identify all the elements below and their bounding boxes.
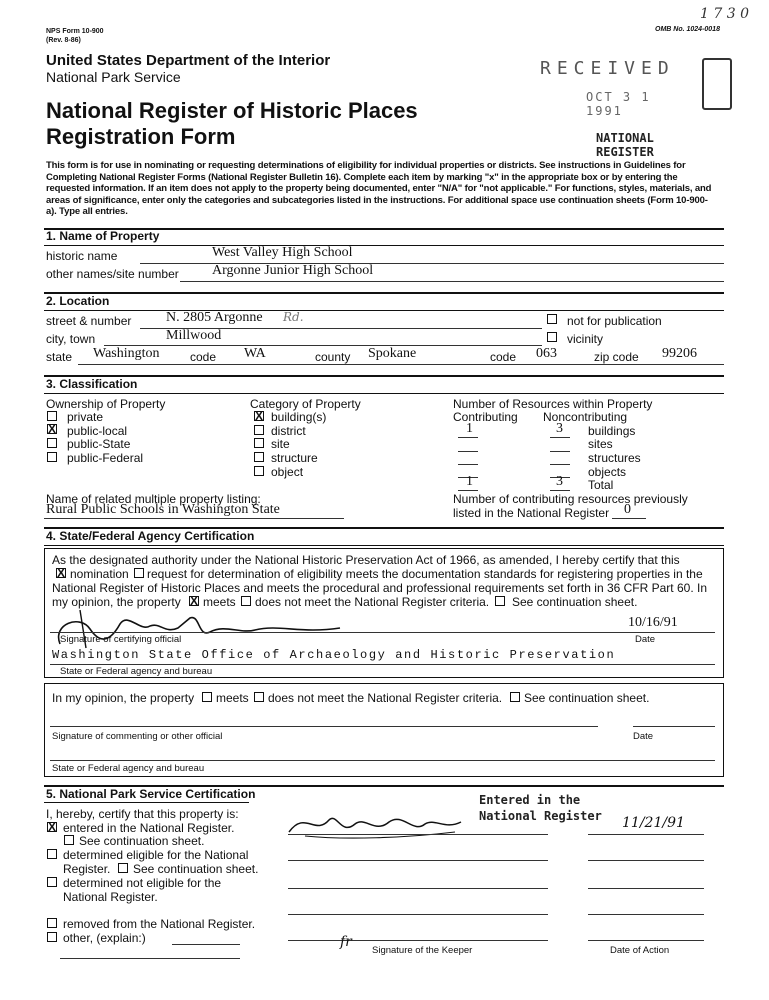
ownership-public-state-checkbox[interactable] bbox=[47, 438, 57, 448]
determined-not-eligible-label: determined not eligible for the bbox=[63, 876, 222, 890]
noncontributing-total[interactable]: 3 bbox=[556, 474, 563, 489]
category-object-label: object bbox=[271, 465, 304, 479]
certifying-agency-value[interactable]: Washington State Office of Archaeology and Historic Preservation bbox=[52, 648, 616, 662]
other-label: other, (explain:) bbox=[63, 931, 146, 945]
resource-row-buildings: buildings bbox=[588, 424, 636, 438]
certification-opinion-label: my opinion, the property bbox=[52, 595, 181, 609]
city-value[interactable]: Millwood bbox=[166, 328, 222, 343]
resource-row-objects: objects bbox=[588, 465, 627, 479]
other-names-value[interactable]: Argonne Junior High School bbox=[212, 263, 374, 278]
ownership-heading: Ownership of Property bbox=[46, 397, 166, 411]
entered-register-checkbox[interactable] bbox=[47, 822, 57, 832]
vicinity-label: vicinity bbox=[567, 332, 604, 346]
category-object-checkbox[interactable] bbox=[254, 466, 264, 476]
certification-date-value[interactable]: 10/16/91 bbox=[628, 615, 678, 630]
previously-listed-label-2: listed in the National Register bbox=[453, 506, 610, 520]
determined-eligible-label: determined eligible for the National bbox=[63, 848, 249, 862]
other-checkbox[interactable] bbox=[47, 932, 57, 942]
commenting-does-not-meet-label: does not meet the National Register criteria. bbox=[268, 691, 503, 705]
entered-register-label: entered in the National Register. bbox=[63, 821, 235, 835]
form-revision: (Rev. 8-86) bbox=[46, 37, 81, 44]
county-code-value[interactable]: 063 bbox=[536, 346, 557, 361]
contributing-heading: Contributing bbox=[453, 410, 518, 424]
category-district-label: district bbox=[271, 424, 306, 438]
request-determination-checkbox[interactable] bbox=[134, 568, 144, 578]
street-value[interactable]: N. 2805 Argonne bbox=[166, 310, 263, 325]
category-site-label: site bbox=[271, 437, 290, 451]
removed-register-checkbox[interactable] bbox=[47, 918, 57, 928]
not-for-publication-checkbox[interactable] bbox=[547, 314, 557, 324]
keeper-signature bbox=[285, 806, 465, 842]
ownership-public-local-label: public-local bbox=[67, 424, 128, 438]
section-5-heading: 5. National Park Service Certification bbox=[46, 787, 256, 801]
department-name: United States Department of the Interior bbox=[46, 52, 331, 69]
commenting-opinion-label: In my opinion, the property bbox=[52, 691, 195, 705]
city-label: city, town bbox=[46, 332, 96, 346]
not-for-publication-label: not for publication bbox=[567, 314, 662, 328]
keeper-date-handwritten[interactable]: 11/21/91 bbox=[622, 815, 685, 831]
received-stamp: RECEIVED OCT 3 1 1991 bbox=[540, 58, 675, 118]
nps-certify-intro: I, hereby, certify that this property is: bbox=[46, 807, 239, 821]
nomination-checkbox[interactable] bbox=[56, 568, 66, 578]
category-site-checkbox[interactable] bbox=[254, 438, 264, 448]
commenting-does-not-meet-checkbox[interactable] bbox=[254, 692, 264, 702]
ownership-public-federal-label: public-Federal bbox=[67, 451, 144, 465]
commenting-continuation-label: See continuation sheet. bbox=[524, 691, 650, 705]
category-structure-label: structure bbox=[271, 451, 318, 465]
state-value[interactable]: Washington bbox=[93, 346, 160, 361]
street-label: street & number bbox=[46, 314, 132, 328]
determined-eligible-register-label: Register. bbox=[63, 862, 111, 876]
state-label: state bbox=[46, 350, 73, 364]
service-name: National Park Service bbox=[46, 69, 181, 85]
state-meets-label: meets bbox=[203, 595, 236, 609]
other-names-label: other names/site number bbox=[46, 267, 179, 281]
category-district-checkbox[interactable] bbox=[254, 425, 264, 435]
resource-row-total: Total bbox=[588, 478, 614, 492]
national-register-stamp: NATIONAL REGISTER bbox=[596, 131, 654, 159]
certifying-agency-label: State or Federal agency and bureau bbox=[60, 666, 213, 677]
handwritten-corner-note: 1 7 3 0 bbox=[700, 6, 749, 22]
ownership-public-federal-checkbox[interactable] bbox=[47, 452, 57, 462]
state-code-value[interactable]: WA bbox=[244, 346, 266, 361]
zip-label: zip code bbox=[594, 350, 639, 364]
commenting-date-label: Date bbox=[633, 731, 654, 742]
resources-heading: Number of Resources within Property bbox=[453, 397, 653, 411]
resource-row-structures: structures bbox=[588, 451, 641, 465]
county-value[interactable]: Spokane bbox=[368, 346, 417, 361]
category-building-label: building(s) bbox=[271, 410, 327, 424]
category-heading: Category of Property bbox=[250, 397, 361, 411]
certifying-signature-label: Signature of certifying official bbox=[60, 634, 182, 645]
previously-listed-value[interactable]: 0 bbox=[624, 502, 631, 517]
determined-eligible-checkbox[interactable] bbox=[47, 849, 57, 859]
ownership-private-checkbox[interactable] bbox=[47, 411, 57, 421]
noncontributing-buildings[interactable]: 3 bbox=[556, 421, 563, 436]
vicinity-checkbox[interactable] bbox=[547, 332, 557, 342]
county-label: county bbox=[315, 350, 351, 364]
section-2-heading: 2. Location bbox=[46, 294, 110, 308]
resource-row-sites: sites bbox=[588, 437, 613, 451]
county-code-label: code bbox=[490, 350, 517, 364]
state-does-not-meet-label: does not meet the National Register criteria. bbox=[255, 595, 490, 609]
nomination-label: nomination bbox=[70, 567, 129, 581]
commenting-continuation-checkbox[interactable] bbox=[510, 692, 520, 702]
determined-not-eligible-checkbox[interactable] bbox=[47, 877, 57, 887]
ownership-public-local-checkbox[interactable] bbox=[47, 424, 57, 434]
form-number: NPS Form 10-900 bbox=[46, 28, 104, 35]
multiple-property-label: Name of related multiple property listing: bbox=[46, 492, 261, 506]
multiple-property-value[interactable]: Rural Public Schools in Washington State bbox=[46, 502, 280, 517]
contributing-total[interactable]: 1 bbox=[466, 474, 473, 489]
state-continuation-label: See continuation sheet. bbox=[512, 595, 638, 609]
category-building-checkbox[interactable] bbox=[254, 411, 264, 421]
ownership-public-state-label: public-State bbox=[67, 437, 131, 451]
section-3-heading: 3. Classification bbox=[46, 377, 138, 391]
commenting-signature-label: Signature of commenting or other official bbox=[52, 731, 223, 742]
form-instructions: This form is for use in nominating or requesting determinations of eligibility for individual properties or districts. See instructions in Guidelines for Completing National Register Forms (National Register Bulletin 16). Complete each item by marking "x" in the appropriate box or by entering the requested information. If an item does not apply to the property being documented, enter "N/A" for "not applicable." For functions, styles, materials, and areas of significance, enter only the categories and subcategories listed in the instructions. For additional space use continuation sheets (Form 10-900-a). Type all entries. bbox=[46, 160, 712, 218]
section-1-heading: 1. Name of Property bbox=[46, 229, 160, 243]
previously-listed-label-1: Number of contributing resources previously bbox=[453, 492, 688, 506]
eligible-continuation-checkbox[interactable] bbox=[118, 863, 128, 873]
category-structure-checkbox[interactable] bbox=[254, 452, 264, 462]
commenting-meets-label: meets bbox=[216, 691, 249, 705]
determined-not-eligible-register-label: National Register. bbox=[63, 890, 158, 904]
commenting-agency-label: State or Federal agency and bureau bbox=[52, 763, 205, 774]
certification-line-2: request for determination of eligibility meets the documentation standards for registering properties in the bbox=[147, 567, 703, 581]
entered-register-stamp: Entered in the National Register bbox=[479, 793, 602, 823]
ownership-private-label: private bbox=[67, 410, 104, 424]
certification-line-1: As the designated authority under the National Historic Preservation Act of 1966, as amended, I hereby certify that this bbox=[52, 553, 680, 567]
historic-name-value[interactable]: West Valley High School bbox=[212, 245, 353, 260]
entered-continuation-label: See continuation sheet. bbox=[79, 834, 205, 848]
section-4-heading: 4. State/Federal Agency Certification bbox=[46, 529, 255, 543]
removed-register-label: removed from the National Register. bbox=[63, 917, 256, 931]
historic-name-label: historic name bbox=[46, 249, 118, 263]
eligible-continuation-label: See continuation sheet. bbox=[133, 862, 259, 876]
keeper-signature-label: Signature of the Keeper bbox=[372, 945, 473, 956]
street-handwritten-suffix: Rd. bbox=[283, 310, 304, 324]
state-continuation-checkbox[interactable] bbox=[495, 596, 505, 606]
certification-date-label: Date bbox=[635, 634, 656, 645]
form-title: National Register of Historic Places Registration Form bbox=[46, 98, 418, 149]
certification-line-3: National Register of Historic Places and meets the procedural and professional requirements set forth in 36 CFR Part 60. In bbox=[52, 581, 707, 595]
keeper-initial-mark: fr bbox=[340, 934, 352, 950]
commenting-meets-checkbox[interactable] bbox=[202, 692, 212, 702]
omb-number: OMB No. 1024-0018 bbox=[655, 26, 720, 33]
contributing-buildings[interactable]: 1 bbox=[466, 421, 473, 436]
noncontributing-heading: Noncontributing bbox=[543, 410, 628, 424]
state-code-label: code bbox=[190, 350, 217, 364]
date-of-action-label: Date of Action bbox=[610, 945, 670, 956]
entered-continuation-checkbox[interactable] bbox=[64, 835, 74, 845]
stamp-box-mark bbox=[702, 58, 732, 110]
zip-value[interactable]: 99206 bbox=[662, 346, 697, 361]
